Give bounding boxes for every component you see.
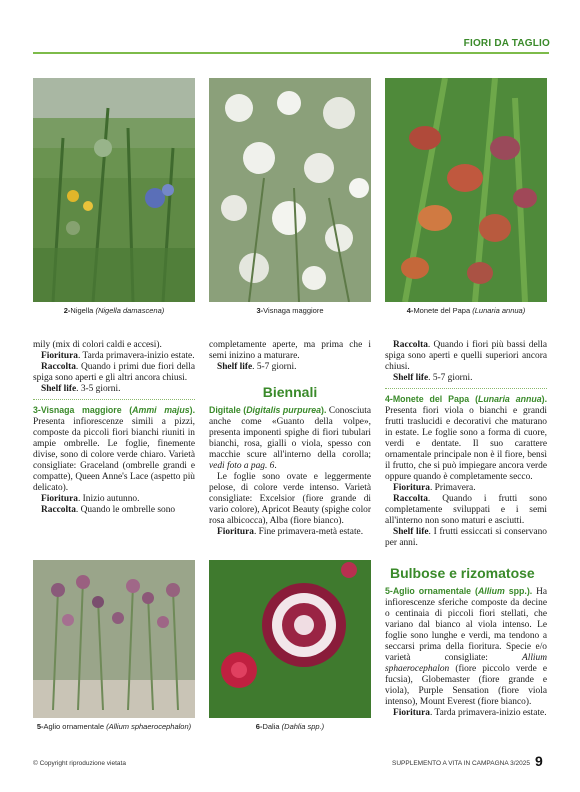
caption-dalia: 6-Dalia (Dahlia spp.)	[255, 722, 325, 731]
column-1	[33, 340, 195, 516]
caption-visnaga: 3-Visnaga maggiore	[256, 306, 324, 315]
column-3	[385, 340, 547, 549]
photo-aglio-ornamentale	[33, 560, 195, 718]
section-title-biennali: Biennali	[262, 384, 318, 400]
paragraph: Raccolta. Quando le ombrelle sono	[41, 505, 176, 515]
column-2	[209, 340, 371, 538]
separator	[385, 388, 547, 390]
entry-monete: 4-Monete del Papa (Lunaria annua). Presenta fiori viola o bianchi e grandi frutti traslucidi e decorativi che maturano in estate. Le foglie sono a forma di cuore, verdi e dentate. Il suo carattere ornamentale principale non è il fiore, bensì il frutto, che si può impiegare ancora verde oppure quando è completamente secco.	[385, 394, 548, 482]
paragraph: mily (mix di colori caldi e accesi).	[33, 340, 162, 350]
entry-digitale: Digitale (Digitalis purpurea). Conosciuta anche come «Guanto della volpe», presenta imponenti spighe di fiori tubulari bianchi, rosa, gialli o viola, spesso con macchie scure all'interno della corolla; vedi foto a pag. 6.	[209, 405, 371, 471]
paragraph: Fioritura. Tarda primavera-inizio estate.	[41, 351, 195, 361]
photo-visnaga	[209, 78, 371, 302]
entry-aglio: 5-Aglio ornamentale (Allium spp.). Ha infiorescenze sferiche composte da decine o centinaia di piccoli fiori stellati, che variano dal bianco al viola intenso. Le foglie sono lunghe e verdi, ma tendono a seccarsi prima della fioritura. Specie e/o varietà consigliate: Allium sphaerocephalon (fiore piccolo verde e fucsia), Globemaster (fiore grande e viola), Purple Sensation (fiore viola intenso), Mount Everest (fiore bianco).	[385, 586, 548, 707]
paragraph: Fioritura. Primavera.	[393, 483, 476, 493]
header-rule	[33, 52, 549, 54]
paragraph: completamente aperte, ma prima che i semi inizino a maturare.	[209, 340, 371, 361]
paragraph: Shelf life. I frutti essiccati si conservano per anni.	[385, 527, 547, 548]
paragraph: Raccolta. Quando i primi due fiori della spiga sono aperti e gli altri ancora chiusi.	[33, 362, 195, 383]
caption-aglio: 5-Aglio ornamentale (Allium sphaerocephalon)	[36, 722, 192, 731]
caption-nigella: 2-Nigella (Nigella damascena)	[63, 306, 165, 315]
paragraph: Shelf life. 5-7 giorni.	[217, 362, 297, 372]
paragraph: Raccolta. Quando i fiori più bassi della spiga sono aperti e quelli superiori ancora chiusi.	[385, 340, 547, 372]
paragraph: Shelf life. 5-7 giorni.	[393, 373, 473, 383]
footer-copyright: © Copyright riproduzione vietata	[33, 760, 126, 767]
page-number: 9	[535, 753, 543, 769]
paragraph: Raccolta. Quando i frutti sono completamente sviluppati e i semi all'interno non sono maturi e asciutti.	[385, 494, 547, 526]
separator	[33, 399, 195, 401]
entry-visnaga: 3-Visnaga maggiore (Ammi majus). Presenta infiorescenze simili a pizzi, composte da piccoli fiori bianchi riuniti in ampie ombrelle. Le foglie, finemente divise, sono di colore verde chiaro. Varietà consigliate: Graceland (ombrelle grandi e compatte), Queen Anne's Lace (aspetto più delicato).	[33, 405, 196, 493]
photo-monete-del-papa	[385, 78, 547, 302]
photo-dalia	[209, 560, 371, 718]
column-3-lower	[385, 586, 547, 719]
section-title-bulbose: Bulbose e rizomatose	[390, 565, 535, 581]
paragraph: Fioritura. Inizio autunno.	[41, 494, 140, 504]
paragraph: Fioritura. Fine primavera-metà estate.	[217, 527, 364, 537]
footer-supplement: SUPPLEMENTO A VITA IN CAMPAGNA 3/2025	[392, 760, 530, 767]
photo-nigella	[33, 78, 195, 302]
paragraph: Shelf life. 3-5 giorni.	[41, 384, 121, 394]
paragraph: Le foglie sono ovate e leggermente pelose, di colore verde intenso. Varietà consigliate: Excelsior (fiore grande di vario colore), Apricot Beauty (spighe color rosa albicocca), Alba (fiore bianco).	[209, 472, 371, 526]
section-header: FIORI DA TAGLIO	[463, 38, 550, 49]
caption-monete: 4-Monete del Papa (Lunaria annua)	[406, 306, 526, 315]
paragraph: Fioritura. Tarda primavera-inizio estate.	[393, 708, 547, 718]
